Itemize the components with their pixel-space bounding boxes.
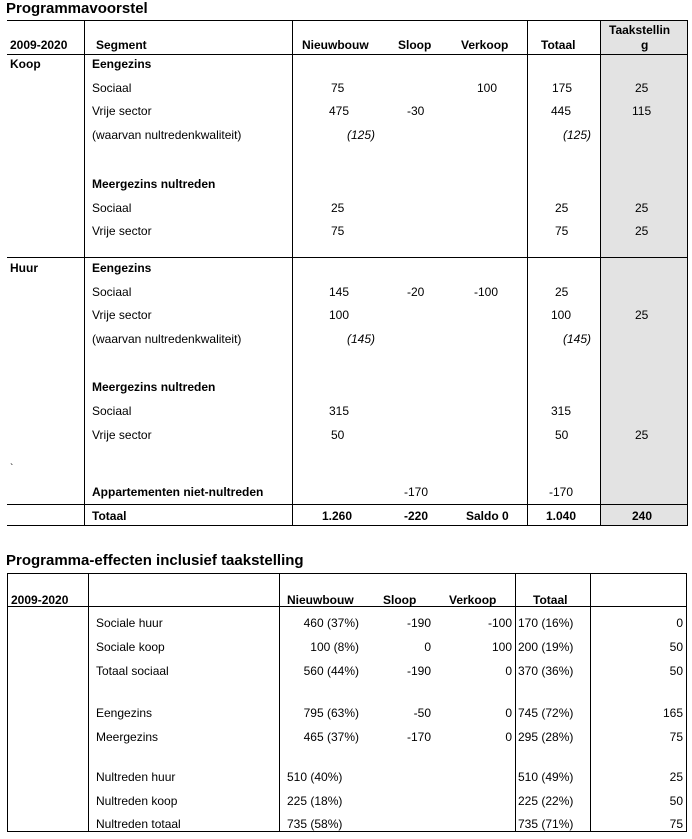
t2-row-label: Nultreden koop bbox=[96, 794, 178, 808]
koop-r3-seg: (waarvan nultredenkwaliteit) bbox=[92, 128, 242, 142]
t2-row-label: Meergezins bbox=[96, 730, 159, 744]
t2-row-sl: -50 bbox=[413, 706, 431, 720]
total-vk: Saldo 0 bbox=[466, 509, 509, 523]
huur-r5-nb: 50 bbox=[331, 428, 345, 442]
t2-row-sl: -190 bbox=[406, 664, 431, 678]
t2-row-tot: 370 (36%) bbox=[518, 664, 574, 678]
t2-row-sl: 0 bbox=[424, 640, 431, 654]
koop-r2-taak: 115 bbox=[632, 104, 652, 118]
t2-row-nb: 465 (37%) bbox=[303, 730, 359, 744]
total-seg: Totaal bbox=[92, 509, 127, 523]
koop-r5-nb: 75 bbox=[331, 224, 345, 238]
t2-row-taak: 165 bbox=[662, 706, 683, 720]
huur-r1-tot: 25 bbox=[555, 285, 569, 299]
t2-row-nb: 735 (58%) bbox=[287, 817, 343, 831]
huur-r1-vk: -100 bbox=[474, 285, 499, 299]
t2-row-tot: 225 (22%) bbox=[518, 794, 574, 808]
huur-eengezins: Eengezins bbox=[92, 261, 152, 275]
t2-row-taak: 25 bbox=[669, 770, 683, 784]
huur-r2-taak: 25 bbox=[635, 308, 649, 322]
huur-r4-tot: 315 bbox=[551, 404, 572, 418]
t2-header-sloop: Sloop bbox=[383, 593, 417, 607]
t2-row-vk: 0 bbox=[505, 664, 512, 678]
koop-r2-tot: 445 bbox=[551, 104, 572, 118]
t2-row-taak: 50 bbox=[669, 794, 683, 808]
t2-row-tot: 200 (19%) bbox=[518, 640, 574, 654]
section-huur: Huur bbox=[10, 261, 38, 275]
t2-row-sl: -170 bbox=[406, 730, 431, 744]
koop-r2-seg: Vrije sector bbox=[92, 104, 152, 118]
header-period: 2009-2020 bbox=[10, 38, 68, 52]
total-tot: 1.040 bbox=[546, 509, 577, 523]
huur-r3-seg: (waarvan nultredenkwaliteit) bbox=[92, 332, 242, 346]
t2-header-verkoop: Verkoop bbox=[449, 593, 497, 607]
t2-header-totaal: Totaal bbox=[533, 593, 568, 607]
huur-meergezins: Meergezins nultreden bbox=[92, 380, 216, 394]
huur-r2-nb: 100 bbox=[329, 308, 350, 322]
t2-row-nb: 510 (40%) bbox=[287, 770, 343, 784]
koop-r4-taak: 25 bbox=[635, 201, 649, 215]
huur-r5-seg: Vrije sector bbox=[92, 428, 152, 442]
header-segment: Segment bbox=[96, 38, 147, 52]
t2-row-nb: 100 (8%) bbox=[310, 640, 359, 654]
huur-r1-seg: Sociaal bbox=[92, 285, 132, 299]
koop-r2-nb: 475 bbox=[329, 104, 350, 118]
t2-row-nb: 460 (37%) bbox=[303, 616, 359, 630]
t2-row-taak: 50 bbox=[669, 664, 683, 678]
t2-row-vk: 0 bbox=[505, 706, 512, 720]
app-tot: -170 bbox=[549, 485, 574, 499]
huur-r1-sl: -20 bbox=[407, 285, 425, 299]
header-verkoop: Verkoop bbox=[461, 38, 509, 52]
huur-r1-nb: 145 bbox=[329, 285, 350, 299]
app-seg: Appartementen niet-nultreden bbox=[92, 485, 264, 499]
huur-r3-nb: (145) bbox=[347, 332, 376, 346]
koop-r1-seg: Sociaal bbox=[92, 81, 132, 95]
t2-header-nieuwbouw: Nieuwbouw bbox=[287, 593, 354, 607]
t2-row-vk: -100 bbox=[487, 616, 512, 630]
t2-row-tot: 170 (16%) bbox=[518, 616, 574, 630]
section-koop: Koop bbox=[10, 57, 41, 71]
koop-r3-tot: (125) bbox=[563, 128, 592, 142]
header-taakstelling-1: Taakstellin bbox=[609, 23, 671, 37]
koop-r5-taak: 25 bbox=[635, 224, 649, 238]
t2-row-tot: 510 (49%) bbox=[518, 770, 574, 784]
total-taak: 240 bbox=[632, 509, 653, 523]
t2-row-taak: 0 bbox=[676, 616, 683, 630]
t2-row-vk: 0 bbox=[505, 730, 512, 744]
koop-r4-seg: Sociaal bbox=[92, 201, 132, 215]
t2-row-taak: 75 bbox=[669, 730, 683, 744]
total-sl: -220 bbox=[404, 509, 429, 523]
t2-row-tot: 745 (72%) bbox=[518, 706, 574, 720]
huur-r3-tot: (145) bbox=[563, 332, 592, 346]
header-nieuwbouw: Nieuwbouw bbox=[302, 38, 369, 52]
t2-row-nb: 225 (18%) bbox=[287, 794, 343, 808]
t2-row-taak: 50 bbox=[669, 640, 683, 654]
huur-r2-tot: 100 bbox=[551, 308, 572, 322]
stray-mark: ` bbox=[10, 463, 14, 474]
table2-title: Programma-effecten inclusief taakstelling bbox=[6, 552, 304, 569]
huur-r4-seg: Sociaal bbox=[92, 404, 132, 418]
koop-r5-seg: Vrije sector bbox=[92, 224, 152, 238]
header-taakstelling-2: g bbox=[641, 38, 649, 52]
koop-r3-nb: (125) bbox=[347, 128, 376, 142]
koop-eengezins: Eengezins bbox=[92, 57, 152, 71]
t2-row-tot: 735 (71%) bbox=[518, 817, 574, 831]
taakstelling-column-shade bbox=[601, 20, 688, 525]
koop-r1-vk: 100 bbox=[477, 81, 498, 95]
total-nb: 1.260 bbox=[322, 509, 353, 523]
t2-row-vk: 100 bbox=[491, 640, 512, 654]
koop-r1-tot: 175 bbox=[552, 81, 573, 95]
koop-r1-taak: 25 bbox=[635, 81, 649, 95]
table1-title: Programmavoorstel bbox=[6, 0, 148, 17]
t2-row-label: Sociale koop bbox=[96, 640, 165, 654]
koop-r5-tot: 75 bbox=[555, 224, 569, 238]
huur-r5-taak: 25 bbox=[635, 428, 649, 442]
t2-row-label: Sociale huur bbox=[96, 616, 163, 630]
koop-r1-nb: 75 bbox=[331, 81, 345, 95]
t2-row-nb: 560 (44%) bbox=[303, 664, 359, 678]
huur-r5-tot: 50 bbox=[555, 428, 569, 442]
huur-r2-seg: Vrije sector bbox=[92, 308, 152, 322]
app-sl: -170 bbox=[404, 485, 429, 499]
koop-meergezins: Meergezins nultreden bbox=[92, 177, 216, 191]
t2-row-label: Nultreden huur bbox=[96, 770, 176, 784]
koop-r4-nb: 25 bbox=[331, 201, 345, 215]
t2-row-label: Nultreden totaal bbox=[96, 817, 181, 831]
t2-row-taak: 75 bbox=[669, 817, 683, 831]
koop-r4-tot: 25 bbox=[555, 201, 569, 215]
huur-r4-nb: 315 bbox=[329, 404, 350, 418]
t2-row-nb: 795 (63%) bbox=[303, 706, 359, 720]
t2-row-label: Eengezins bbox=[96, 706, 153, 720]
t2-row-tot: 295 (28%) bbox=[518, 730, 574, 744]
t2-row-sl: -190 bbox=[406, 616, 431, 630]
header-totaal: Totaal bbox=[541, 38, 576, 52]
koop-r2-sl: -30 bbox=[407, 104, 425, 118]
t2-row-label: Totaal sociaal bbox=[96, 664, 169, 678]
t2-header-period: 2009-2020 bbox=[11, 593, 69, 607]
header-sloop: Sloop bbox=[398, 38, 432, 52]
